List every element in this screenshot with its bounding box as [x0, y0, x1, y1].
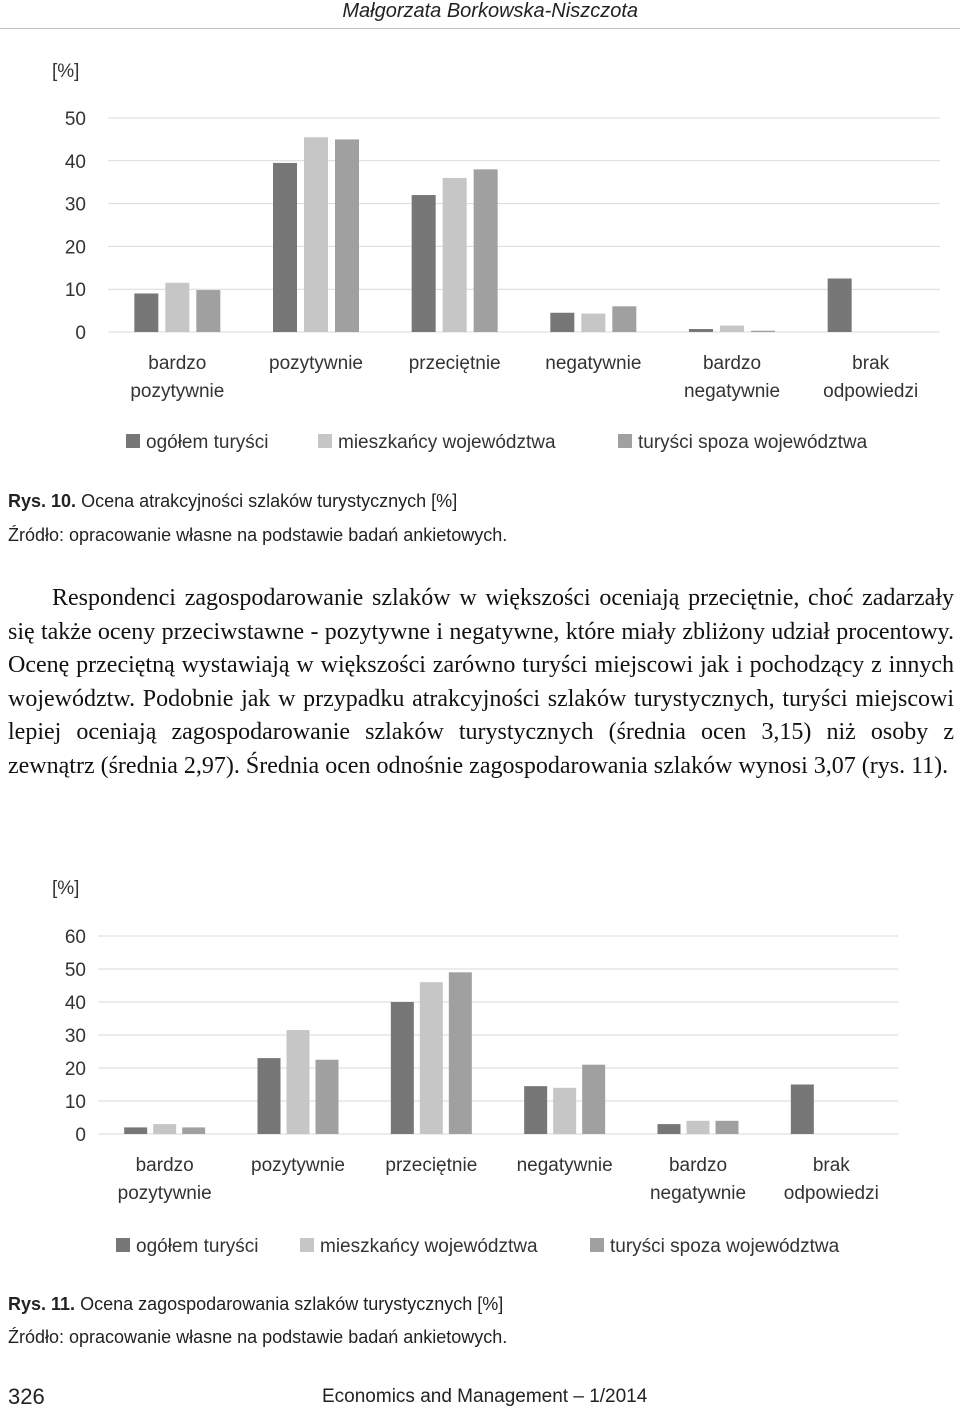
bar [412, 195, 436, 332]
page-number: 326 [8, 1384, 45, 1409]
x-tick-label: negatywnie [683, 381, 781, 402]
bar [391, 1002, 414, 1134]
bar [524, 1086, 547, 1134]
y-tick-label: 30 [64, 1026, 86, 1047]
bar [751, 331, 775, 332]
y-tick-label: 60 [64, 927, 86, 948]
bar [716, 1121, 739, 1134]
figure-11-title: Ocena zagospodarowania szlaków turystycznych [%] [80, 1294, 504, 1314]
bar [124, 1127, 147, 1134]
x-tick-label: negatywnie [545, 353, 642, 374]
y-tick-label: 20 [64, 1059, 86, 1080]
legend-label: mieszkańcy województwa [320, 1236, 538, 1257]
bar [582, 1065, 605, 1134]
x-tick-label: bardzo [668, 1155, 728, 1176]
body-text [8, 582, 954, 784]
x-tick-label: pozytywnie [130, 381, 225, 402]
y-tick-label: 30 [64, 194, 86, 216]
y-tick-label: 0 [75, 323, 86, 344]
figure-10-label: Rys. 10. [8, 491, 77, 511]
bar [550, 313, 574, 332]
figure-11-caption [8, 1293, 503, 1315]
bar [165, 283, 189, 332]
y-tick-label: 40 [64, 151, 86, 173]
figure-11-source: Źródło: opracowanie własne na podstawie badań ankietowych. [8, 1327, 508, 1347]
chart-infrastructure [0, 870, 960, 1270]
chart-attractiveness [0, 40, 960, 510]
bar [687, 1121, 710, 1134]
x-tick-label: przeciętnie [385, 1155, 478, 1176]
bar [443, 178, 467, 332]
bar [316, 1060, 339, 1134]
legend-label: ogółem turyści [136, 1236, 259, 1257]
bar [182, 1127, 205, 1134]
figure-10-title: Ocena atrakcyjności szlaków turystycznych [%] [81, 491, 458, 511]
legend-label: ogółem turyści [146, 432, 269, 453]
bar [287, 1030, 310, 1134]
legend-swatch [116, 1238, 130, 1252]
y-tick-label: 20 [64, 237, 86, 259]
legend-label: turyści spoza województwa [638, 432, 868, 453]
x-tick-label: bardzo [148, 353, 207, 374]
bar [828, 279, 852, 333]
bar [273, 163, 297, 332]
x-tick-label: odpowiedzi [823, 381, 919, 402]
bar [258, 1058, 281, 1134]
legend-label: turyści spoza województwa [610, 1236, 840, 1257]
bar [553, 1088, 576, 1134]
y-tick-label: 50 [64, 960, 86, 981]
x-tick-label: pozytywnie [117, 1183, 212, 1204]
figure-10-source: Źródło: opracowanie własne na podstawie badań ankietowych. [8, 525, 508, 545]
bar [134, 293, 158, 332]
x-tick-label: bardzo [135, 1155, 194, 1176]
body-paragraph: Respondenci zagospodarowanie szlaków w większości oceniają przeciętnie, choć zadarzały się także oceny przeciwstawne - pozytywne i negatywne, które miały zbliżony udział procentowy. Ocenę przeciętną wystawiają w większości zarówno turyści miejscowi jak i pochodzący z innych województw. Podobnie jak w przypadku atrakcyjności szlaków turystycznych, turyści miejscowi lepiej oceniają zagospodarowanie szlaków turystycznych (średnia ocen 3,15) niż osoby z zewnątrz (średnia 2,97). Średnia ocen odnośnie zagospodarowania szlaków wynosi 3,07 (rys. 11). [8, 585, 954, 779]
legend-swatch [318, 434, 332, 448]
x-tick-label: negatywnie [649, 1183, 747, 1204]
x-tick-label: negatywnie [516, 1155, 613, 1176]
y-unit-label: [%] [52, 878, 80, 899]
bar [720, 326, 744, 332]
x-tick-label: brak [812, 1155, 850, 1176]
x-tick-label: brak [852, 353, 890, 374]
bar [420, 982, 443, 1134]
bar [449, 972, 472, 1134]
x-tick-label: pozytywnie [251, 1155, 345, 1176]
header-rule [0, 28, 960, 29]
legend-label: mieszkańcy województwa [338, 432, 556, 453]
bar [791, 1085, 814, 1135]
x-tick-label: przeciętnie [408, 353, 501, 374]
y-tick-label: 10 [64, 280, 86, 302]
bar [612, 306, 636, 332]
bar [581, 314, 605, 332]
bar [658, 1124, 681, 1134]
y-tick-label: 0 [75, 1125, 86, 1146]
figure-11-label: Rys. 11. [8, 1294, 76, 1314]
legend-swatch [618, 434, 632, 448]
bar [689, 329, 713, 332]
legend-swatch [126, 434, 140, 448]
journal-footer: Economics and Management – 1/2014 [322, 1386, 648, 1407]
bar [196, 290, 220, 332]
running-header-author: Małgorzata Borkowska-Niszczota [342, 0, 638, 22]
figure-10-caption [8, 490, 457, 512]
y-unit-label: [%] [52, 61, 80, 82]
x-tick-label: pozytywnie [269, 353, 363, 374]
y-tick-label: 10 [64, 1092, 86, 1113]
bar [304, 137, 328, 332]
y-tick-label: 50 [64, 109, 86, 130]
legend-swatch [590, 1238, 604, 1252]
x-tick-label: bardzo [702, 353, 762, 374]
bar [474, 169, 498, 332]
y-tick-label: 40 [64, 993, 86, 1014]
bar [153, 1124, 176, 1134]
bar [335, 139, 359, 332]
legend-swatch [300, 1238, 314, 1252]
x-tick-label: odpowiedzi [783, 1183, 879, 1204]
